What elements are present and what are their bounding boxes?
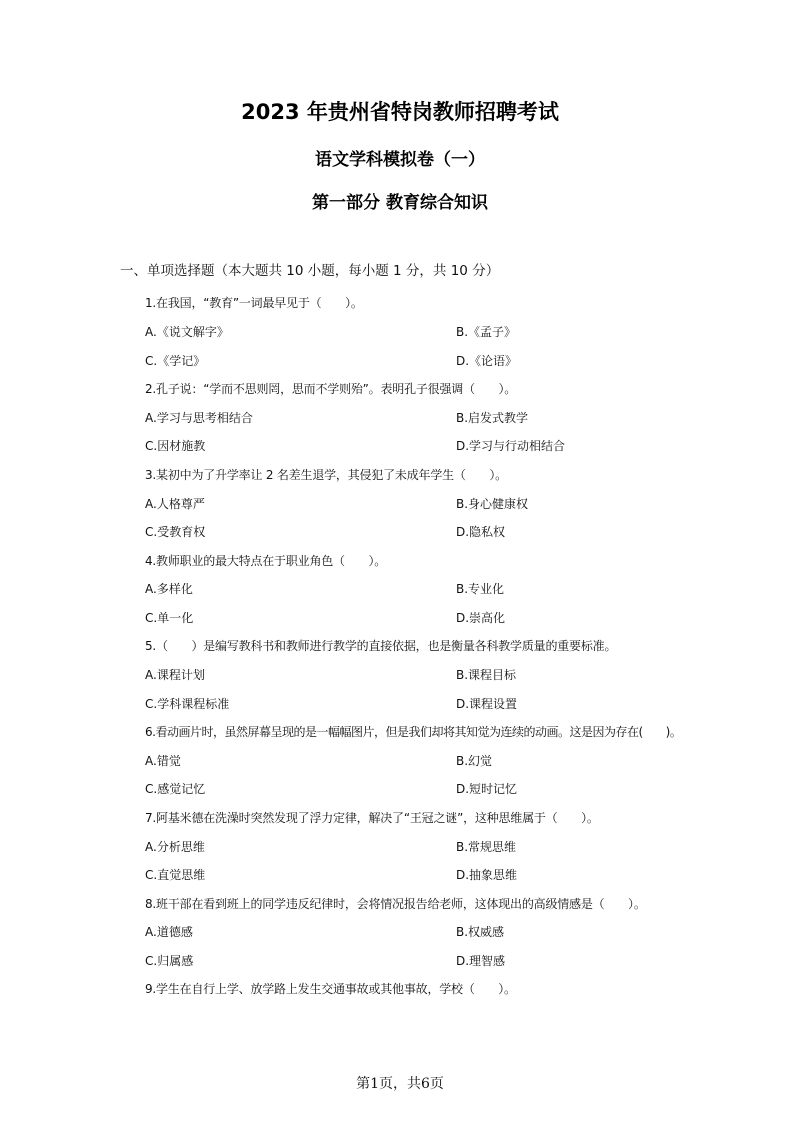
question-stem: 8.班干部在看到班上的同学违反纪律时，会将情况报告给老师，这体现出的高级情感是（ ）。 [145,897,646,911]
option-a: A.多样化 [145,582,193,596]
option-b: B.幻觉 [456,754,493,768]
document-subtitle: 语文学科模拟卷（一） [315,150,485,170]
question-stem: 5.（ ）是编写教科书和教师进行教学的直接依据，也是衡量各科教学质量的重要标准。 [145,639,617,653]
option-b: B.身心健康权 [456,497,529,511]
option-a: A.分析思维 [145,840,205,854]
document-title: 2023 年贵州省特岗教师招聘考试 [241,100,559,124]
page-number: 第1页，共6页 [356,1076,444,1092]
question-stem: 2.孔子说：“学而不思则罔，思而不学则殆”。表明孔子很强调（ ）。 [145,382,517,396]
option-d: D.抽象思维 [456,868,518,882]
option-d: D.课程设置 [456,697,518,711]
option-c: C.感觉记忆 [145,782,206,796]
option-c: C.学科课程标准 [145,697,230,711]
option-d: D.理智感 [456,954,506,968]
option-d: D.学习与行动相结合 [456,439,566,453]
option-b: B.常规思维 [456,840,517,854]
option-d: D.崇高化 [456,611,506,625]
option-c: C.单一化 [145,611,194,625]
question-stem: 6.看动画片时，虽然屏幕呈现的是一幅幅图片，但是我们却将其知觉为连续的动画。这是因为存在( )。 [145,725,682,739]
option-b: B.课程目标 [456,668,517,682]
option-b: B.启发式教学 [456,411,529,425]
option-b: B.权威感 [456,925,505,939]
option-a: A.人格尊严 [145,497,205,511]
question-stem: 9.学生在自行上学、放学路上发生交通事故或其他事故，学校（ ）。 [145,982,516,996]
option-d: D.《论语》 [456,354,518,368]
option-a: A.道德感 [145,925,193,939]
option-c: C.归属感 [145,954,194,968]
option-b: B.《孟子》 [456,325,517,339]
option-a: A.错觉 [145,754,181,768]
option-c: C.直觉思维 [145,868,206,882]
option-a: A.学习与思考相结合 [145,411,253,425]
question-stem: 1.在我国，“教育”一词最早见于（ ）。 [145,296,363,310]
part-title: 第一部分 教育综合知识 [312,193,488,213]
option-c: C.因材施教 [145,439,206,453]
question-stem: 4.教师职业的最大特点在于职业角色（ ）。 [145,554,387,568]
option-d: D.短时记忆 [456,782,518,796]
option-d: D.隐私权 [456,525,506,539]
option-a: A.课程计划 [145,668,205,682]
option-b: B.专业化 [456,582,505,596]
section-heading: 一、单项选择题（本大题共 10 小题，每小题 1 分，共 10 分） [120,263,500,279]
question-stem: 3.某初中为了升学率让 2 名差生退学，其侵犯了未成年学生（ ）。 [145,468,507,482]
option-c: C.受教育权 [145,525,206,539]
option-a: A.《说文解字》 [145,325,229,339]
question-stem: 7.阿基米德在洗澡时突然发现了浮力定律，解决了“王冠之谜”，这种思维属于（ ）。 [145,811,599,825]
option-c: C.《学记》 [145,354,206,368]
